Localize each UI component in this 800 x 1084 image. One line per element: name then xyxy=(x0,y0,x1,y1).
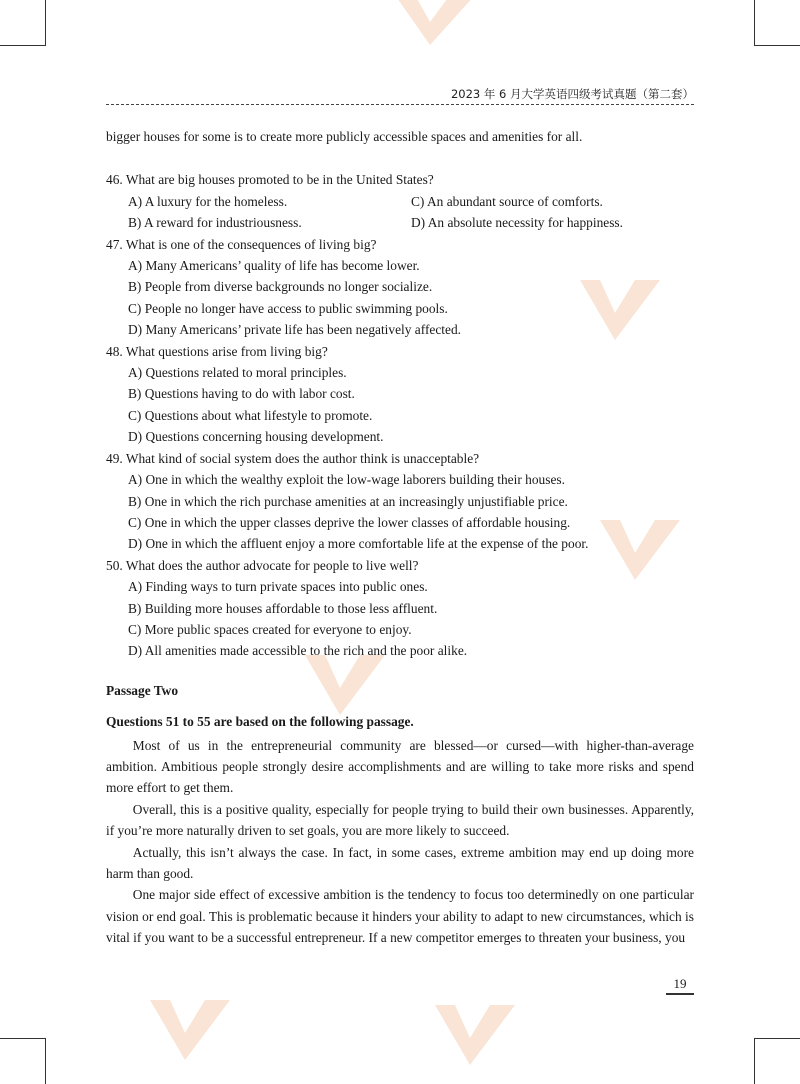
question-48 xyxy=(106,341,694,448)
options xyxy=(106,255,694,341)
passage-paragraph: Actually, this isn’t always the case. In fact, in some cases, extreme ambition may end up doing more harm than good. xyxy=(106,844,694,881)
option: A) Many Americans’ quality of life has become lower. xyxy=(128,258,420,274)
option: C) People no longer have access to public swimming pools. xyxy=(128,300,448,316)
option: D) Many Americans’ private life has been negatively affected. xyxy=(128,322,462,338)
continued-text: bigger houses for some is to create more publicly accessible spaces and amenities for all. xyxy=(106,129,583,144)
question-47 xyxy=(106,234,694,341)
passage-paragraph: Most of us in the entrepreneurial community are blessed—or cursed—with higher-than-average ambition. Ambitious people strongly desire accomplishments and are willing to take more risks and spend more effort to get them. xyxy=(106,737,694,796)
options xyxy=(106,576,694,662)
crop-mark xyxy=(45,1038,46,1084)
option: B) A reward for industriousness. xyxy=(128,215,302,231)
crop-mark xyxy=(754,1038,800,1039)
question-stem: 46. What are big houses promoted to be in the United States? xyxy=(106,172,434,188)
option: A) A luxury for the homeless. xyxy=(128,193,288,209)
passage-paragraph: Overall, this is a positive quality, especially for people trying to build their own businesses. Apparently, if you’re more naturally driven to set goals, you are more likely to succeed. xyxy=(106,801,694,839)
option: B) Building more houses affordable to those less affluent. xyxy=(128,600,438,616)
option: D) An absolute necessity for happiness. xyxy=(411,215,623,231)
question-stem: 48. What questions arise from living big? xyxy=(106,343,328,359)
question-stem: 47. What is one of the consequences of living big? xyxy=(106,236,377,252)
option: B) One in which the rich purchase amenities at an increasingly unjustifiable price. xyxy=(128,493,568,509)
options xyxy=(106,191,694,234)
option: C) One in which the upper classes deprive the lower classes of affordable housing. xyxy=(128,514,571,530)
watermark-logo xyxy=(390,0,480,50)
question-50 xyxy=(106,555,694,662)
option: A) Questions related to moral principles. xyxy=(128,365,347,381)
passage-instruction: Questions 51 to 55 are based on the following passage. xyxy=(106,714,414,730)
option: C) More public spaces created for everyone to enjoy. xyxy=(128,621,412,637)
option: D) Questions concerning housing development. xyxy=(128,429,384,445)
passage-paragraph: One major side effect of excessive ambition is the tendency to focus too determinedly on one particular vision or end goal. This is problematic because it hinders your ability to adapt to new circumstances, which is vital if you want to be a successful entrepreneur. If a new competitor emerges to threaten your business, you xyxy=(106,887,694,946)
option: D) One in which the affluent enjoy a more comfortable life at the expense of the poor. xyxy=(128,536,589,552)
watermark-logo xyxy=(145,995,235,1065)
page-number: 19 xyxy=(666,976,694,995)
question-46 xyxy=(106,169,694,233)
options xyxy=(106,362,694,448)
running-header: 2023 年 6 月大学英语四级考试真题（第二套） xyxy=(450,87,694,101)
option: D) All amenities made accessible to the rich and the poor alike. xyxy=(128,643,468,659)
page-content xyxy=(106,126,694,949)
option: C) An abundant source of comforts. xyxy=(411,193,603,209)
question-49 xyxy=(106,448,694,555)
option: C) Questions about what lifestyle to promote. xyxy=(128,407,373,423)
option: A) One in which the wealthy exploit the low-wage laborers building their houses. xyxy=(128,472,565,488)
crop-mark xyxy=(0,45,46,46)
watermark-logo xyxy=(430,1000,520,1070)
crop-mark xyxy=(45,0,46,46)
crop-mark xyxy=(754,1038,755,1084)
option: B) People from diverse backgrounds no longer socialize. xyxy=(128,279,433,295)
crop-mark xyxy=(0,1038,46,1039)
question-stem: 49. What kind of social system does the author think is unacceptable? xyxy=(106,450,480,466)
question-stem: 50. What does the author advocate for people to live well? xyxy=(106,557,419,573)
options xyxy=(106,469,694,555)
crop-mark xyxy=(754,45,800,46)
crop-mark xyxy=(754,0,755,46)
option: B) Questions having to do with labor cost. xyxy=(128,386,355,402)
passage-title: Passage Two xyxy=(106,682,179,698)
header-divider xyxy=(106,104,694,105)
option: A) Finding ways to turn private spaces into public ones. xyxy=(128,579,428,595)
